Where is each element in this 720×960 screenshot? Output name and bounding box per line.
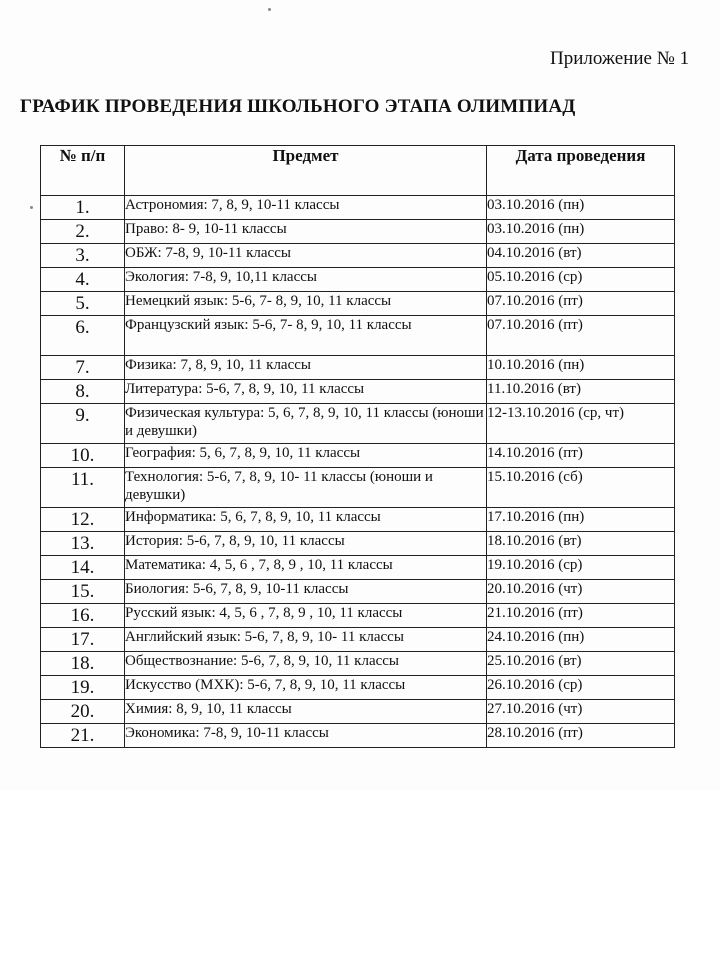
date-cell: 27.10.2016 (чт) — [487, 700, 675, 724]
row-number: 21. — [41, 724, 125, 748]
table-row — [41, 652, 675, 676]
subject-cell: Экология: 7-8, 9, 10,11 классы — [125, 268, 487, 292]
table-row — [41, 292, 675, 316]
table-row — [41, 628, 675, 652]
date-cell: 21.10.2016 (пт) — [487, 604, 675, 628]
row-number: 17. — [41, 628, 125, 652]
table-row — [41, 532, 675, 556]
subject-cell: Математика: 4, 5, 6 , 7, 8, 9 , 10, 11 классы — [125, 556, 487, 580]
column-header-num: № п/п — [41, 146, 125, 196]
date-cell: 05.10.2016 (ср) — [487, 268, 675, 292]
column-header-date: Дата проведения — [487, 146, 675, 196]
date-cell: 15.10.2016 (сб) — [487, 468, 675, 508]
date-cell: 18.10.2016 (вт) — [487, 532, 675, 556]
subject-cell: Французский язык: 5-6, 7- 8, 9, 10, 11 классы — [125, 316, 487, 356]
subject-cell: Физика: 7, 8, 9, 10, 11 классы — [125, 356, 487, 380]
subject-cell: Русский язык: 4, 5, 6 , 7, 8, 9 , 10, 11 классы — [125, 604, 487, 628]
row-number: 20. — [41, 700, 125, 724]
date-cell: 17.10.2016 (пн) — [487, 508, 675, 532]
date-cell: 28.10.2016 (пт) — [487, 724, 675, 748]
table-row — [41, 356, 675, 380]
table-row — [41, 676, 675, 700]
subject-cell: Право: 8- 9, 10-11 классы — [125, 220, 487, 244]
row-number: 11. — [41, 468, 125, 508]
date-cell: 25.10.2016 (вт) — [487, 652, 675, 676]
table-row — [41, 468, 675, 508]
table-row — [41, 404, 675, 444]
table-row — [41, 380, 675, 404]
row-number: 9. — [41, 404, 125, 444]
table-row — [41, 220, 675, 244]
olympiad-schedule-table — [40, 145, 675, 748]
date-cell: 07.10.2016 (пт) — [487, 292, 675, 316]
subject-cell: Информатика: 5, 6, 7, 8, 9, 10, 11 классы — [125, 508, 487, 532]
date-cell: 03.10.2016 (пн) — [487, 220, 675, 244]
row-number: 14. — [41, 556, 125, 580]
subject-cell: Английский язык: 5-6, 7, 8, 9, 10- 11 классы — [125, 628, 487, 652]
date-cell: 19.10.2016 (ср) — [487, 556, 675, 580]
subject-cell: Биология: 5-6, 7, 8, 9, 10-11 классы — [125, 580, 487, 604]
subject-cell: Немецкий язык: 5-6, 7- 8, 9, 10, 11 классы — [125, 292, 487, 316]
row-number: 18. — [41, 652, 125, 676]
table-row — [41, 724, 675, 748]
date-cell: 26.10.2016 (ср) — [487, 676, 675, 700]
date-cell: 04.10.2016 (вт) — [487, 244, 675, 268]
row-number: 3. — [41, 244, 125, 268]
date-cell: 07.10.2016 (пт) — [487, 316, 675, 356]
row-number: 10. — [41, 444, 125, 468]
row-number: 13. — [41, 532, 125, 556]
date-cell: 20.10.2016 (чт) — [487, 580, 675, 604]
subject-cell: Технология: 5-6, 7, 8, 9, 10- 11 классы (юноши и девушки) — [125, 468, 487, 508]
row-number: 12. — [41, 508, 125, 532]
row-number: 2. — [41, 220, 125, 244]
appendix-label: Приложение № 1 — [550, 48, 690, 69]
row-number: 6. — [41, 316, 125, 356]
table-row — [41, 196, 675, 220]
row-number: 16. — [41, 604, 125, 628]
date-cell: 11.10.2016 (вт) — [487, 380, 675, 404]
subject-cell: Химия: 8, 9, 10, 11 классы — [125, 700, 487, 724]
subject-cell: История: 5-6, 7, 8, 9, 10, 11 классы — [125, 532, 487, 556]
table-header-row — [41, 146, 675, 196]
row-number: 19. — [41, 676, 125, 700]
table-row — [41, 244, 675, 268]
row-number: 4. — [41, 268, 125, 292]
subject-cell: География: 5, 6, 7, 8, 9, 10, 11 классы — [125, 444, 487, 468]
subject-cell: Астрономия: 7, 8, 9, 10-11 классы — [125, 196, 487, 220]
date-cell: 12-13.10.2016 (ср, чт) — [487, 404, 675, 444]
subject-cell: Обществознание: 5-6, 7, 8, 9, 10, 11 классы — [125, 652, 487, 676]
table-row — [41, 444, 675, 468]
document-title: ГРАФИК ПРОВЕДЕНИЯ ШКОЛЬНОГО ЭТАПА ОЛИМПИАД — [20, 96, 576, 117]
table-row — [41, 556, 675, 580]
subject-cell: Физическая культура: 5, 6, 7, 8, 9, 10, 11 классы (юноши и девушки) — [125, 404, 487, 444]
date-cell: 03.10.2016 (пн) — [487, 196, 675, 220]
scan-speck — [30, 206, 33, 209]
row-number: 15. — [41, 580, 125, 604]
row-number: 5. — [41, 292, 125, 316]
table-row — [41, 580, 675, 604]
column-header-subject: Предмет — [125, 146, 487, 196]
table-row — [41, 316, 675, 356]
date-cell: 10.10.2016 (пн) — [487, 356, 675, 380]
row-number: 8. — [41, 380, 125, 404]
subject-cell: Искусство (МХК): 5-6, 7, 8, 9, 10, 11 классы — [125, 676, 487, 700]
date-cell: 24.10.2016 (пн) — [487, 628, 675, 652]
row-number: 1. — [41, 196, 125, 220]
table-row — [41, 268, 675, 292]
table-row — [41, 604, 675, 628]
table-row — [41, 700, 675, 724]
subject-cell: ОБЖ: 7-8, 9, 10-11 классы — [125, 244, 487, 268]
subject-cell: Литература: 5-6, 7, 8, 9, 10, 11 классы — [125, 380, 487, 404]
scan-speck — [268, 8, 271, 11]
row-number: 7. — [41, 356, 125, 380]
subject-cell: Экономика: 7-8, 9, 10-11 классы — [125, 724, 487, 748]
table-row — [41, 508, 675, 532]
date-cell: 14.10.2016 (пт) — [487, 444, 675, 468]
